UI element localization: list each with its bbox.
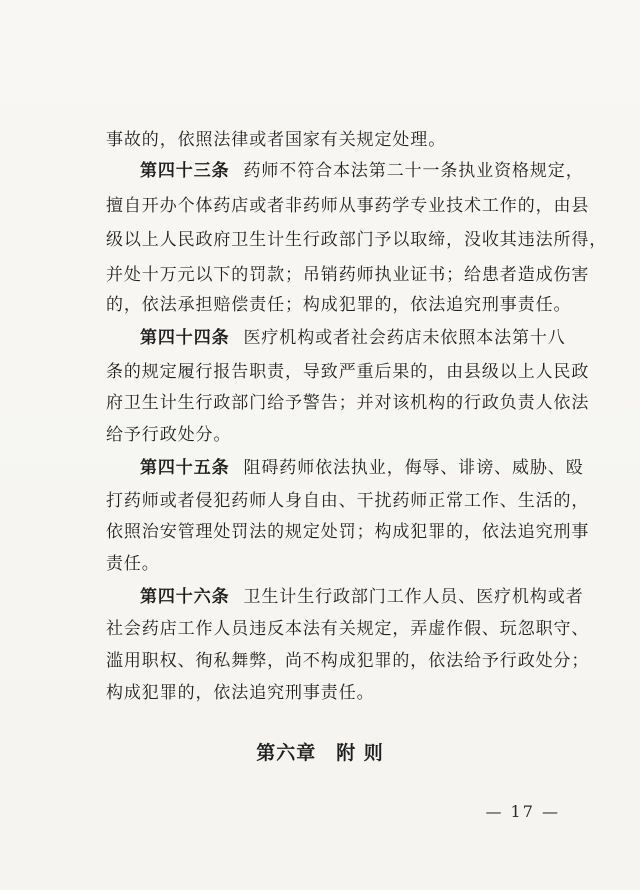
line-text: 阻碍药师依法执业，侮辱、诽谤、威胁、殴: [243, 458, 584, 478]
line-10: [106, 424, 231, 446]
line-text: 府卫生计生行政部门给予警告；并对该机构的行政负责人依法: [106, 393, 590, 413]
line-3: [106, 195, 589, 217]
page-number: — 17 —: [485, 802, 560, 821]
article-43-label: 第四十三条: [140, 161, 230, 181]
article-44-label: 第四十四条: [140, 328, 230, 348]
line-17: [106, 650, 589, 672]
line-text: 依照治安管理处罚法的规定处罚；构成犯罪的，依法追究刑事: [106, 522, 590, 542]
line-8: [106, 361, 589, 383]
line-text: 的，依法承担赔偿责任；构成犯罪的，依法追究刑事责任。: [106, 295, 572, 315]
line-16: [106, 618, 589, 640]
line-5: [106, 264, 589, 286]
line-text: 构成犯罪的，依法追究刑事责任。: [106, 683, 375, 703]
article-45-label: 第四十五条: [140, 458, 230, 478]
line-12: [106, 490, 589, 512]
line-text: 事故的，依照法律或者国家有关规定处理。: [106, 130, 447, 150]
line-text: 打药师或者侵犯药师人身自由、干扰药师正常工作、生活的，: [106, 491, 590, 511]
article-46-heading-line: [140, 586, 584, 608]
chapter-title: 第六章 附 则: [256, 742, 384, 764]
line-text: 责任。: [106, 554, 160, 574]
article-43-heading-line: [140, 160, 584, 182]
line-6: [106, 294, 571, 316]
line-text: 卫生计生行政部门工作人员、医疗机构或者: [243, 587, 584, 607]
line-14: [106, 553, 160, 575]
line-18: [106, 682, 375, 704]
line-9: [106, 392, 589, 414]
line-text: 条的规定履行报告职责，导致严重后果的，由县级以上人民政: [106, 362, 590, 382]
line-text: 并处十万元以下的罚款；吊销药师执业证书；给患者造成伤害: [106, 265, 590, 285]
line-text: 药师不符合本法第二十一条执业资格规定，: [243, 161, 584, 181]
line-4: [106, 229, 607, 251]
article-45-heading-line: [140, 457, 584, 479]
line-text: 社会药店工作人员违反本法有关规定，弄虚作假、玩忽职守、: [106, 619, 590, 639]
line-13: [106, 521, 589, 543]
article-44-heading-line: [140, 327, 566, 349]
line-1: [106, 129, 446, 151]
line-text: 医疗机构或者社会药店未依照本法第十八: [243, 328, 566, 348]
article-46-label: 第四十六条: [140, 587, 230, 607]
line-text: 擅自开办个体药店或者非药师从事药学专业技术工作的，由县: [106, 196, 590, 216]
line-text: 滥用职权、徇私舞弊，尚不构成犯罪的，依法给予行政处分；: [106, 651, 590, 671]
line-text: 给予行政处分。: [106, 425, 232, 445]
line-text: 级以上人民政府卫生计生行政部门予以取缔，没收其违法所得，: [106, 230, 608, 250]
